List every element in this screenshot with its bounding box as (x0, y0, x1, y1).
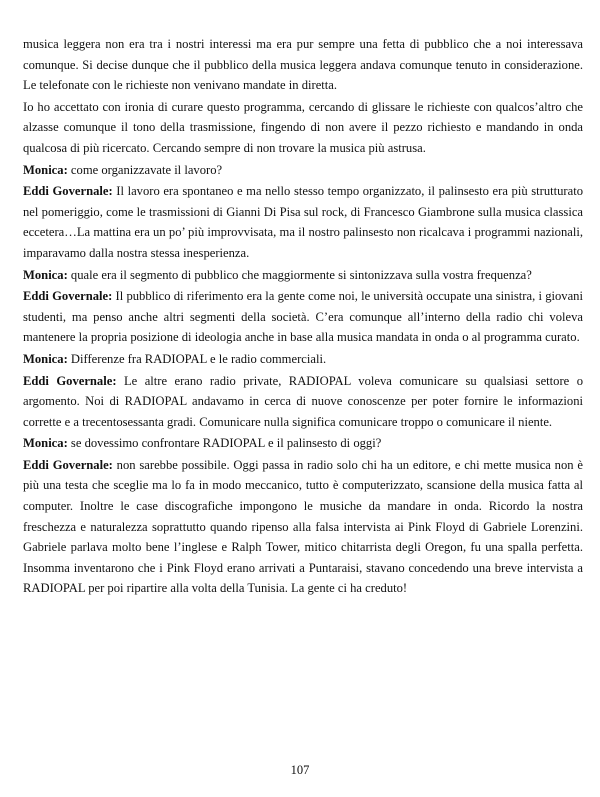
paragraph-text: musica leggera non era tra i nostri interessi ma era pur sempre una fetta di pubblico che a noi interessava comunque. Si decise dunque che il pubblico della musica leggera andava comunque tenuto in considerazione. Le telefonate con le richieste non venivano mandate in diretta. (23, 37, 583, 93)
paragraph-text: come organizzavate il lavoro? (67, 162, 223, 177)
paragraph-text: Il lavoro era spontaneo e ma nello stesso tempo organizzato, il palinsesto era più strutturato nel pomeriggio, come le trasmissioni di Gianni Di Pisa sul rock, di Francesco Giambrone sulla musica classica eccetera…La mattina era un po’ più improvvisata, ma il nostro palinsesto non ricalcava i programmi nazionali, imparavamo dalla nostra stessa inesperienza. (23, 184, 583, 260)
paragraph-text: Le altre erano radio private, RADIOPAL voleva comunicare su qualsiasi settore o argomento. Noi di RADIOPAL andavamo in cerca di nuove conoscenze per poter fornire le informazioni corrette e a trecentosessanta gradi. Comunicare nulla significa comunicare troppo o comunicare il niente. (23, 373, 583, 429)
paragraph-text: se dovessimo confrontare RADIOPAL e il palinsesto di oggi? (67, 436, 382, 451)
paragraph-text: Differenze fra RADIOPAL e le radio commerciali. (67, 351, 327, 366)
paragraph-1 (23, 34, 583, 96)
question-confronto (23, 433, 583, 454)
question-pubblico (23, 265, 583, 286)
speaker-label: Eddi Governale: (23, 457, 113, 472)
speaker-label: Eddi Governale: (23, 184, 113, 199)
question-organizzazione (23, 160, 583, 181)
speaker-label: Monica: (23, 267, 68, 282)
paragraph-text: Io ho accettato con ironia di curare questo programma, cercando di glissare le richieste con qualcos’altro che alzasse comunque il tono della trasmissione, fingendo di non avere il pezzo richiesto e mandando in onda qualcosa di più ricercato. Cercando sempre di non trovare la musica più astrusa. (23, 99, 583, 155)
document-body (23, 34, 583, 600)
answer-differenze (23, 371, 583, 433)
speaker-label: Monica: (23, 162, 68, 177)
question-differenze (23, 349, 583, 370)
speaker-label: Monica: (23, 436, 68, 451)
paragraph-text: Il pubblico di riferimento era la gente come noi, le università occupate una sinistra, i giovani studenti, ma penso anche altri segmenti della società. C’era comunque all’interno della radio chi voleva mantenere la propria posizione di ideologia anche in base alla musica mandata in onda o al programma curato. (23, 289, 583, 345)
paragraph-text: quale era il segmento di pubblico che maggiormente si sintonizzava sulla vostra frequenza? (67, 267, 532, 282)
speaker-label: Eddi Governale: (23, 289, 113, 304)
speaker-label: Monica: (23, 351, 68, 366)
page-number: 107 (290, 763, 310, 777)
speaker-label: Eddi Governale: (23, 373, 117, 388)
answer-organizzazione (23, 181, 583, 263)
paragraph-2 (23, 97, 583, 159)
paragraph-text: non sarebbe possibile. Oggi passa in radio solo chi ha un editore, e chi mette musica non è più una testa che sceglie ma lo fa in modo meccanico, tutto è computerizzato, scansione della musica fatta al computer. Inoltre le case discografiche impongono le musiche da mandare in onda. Ricordo la nostra freschezza e naturalezza soprattutto quando ripenso alla falsa intervista ai Pink Floyd di Gabriele Lorenzini. Gabriele parlava molto bene l’inglese e Ralph Tower, mitico chitarrista degli Oregon, fu una spalla perfetta. Insomma inventarono che i Pink Floyd erano arrivati a Puntaraisi, stavano concedendo una breve intervista a RADIOPAL per poi ripartire alla volta della Tunisia. La gente ci ha creduto! (23, 457, 583, 596)
answer-pubblico (23, 286, 583, 348)
answer-confronto (23, 455, 583, 599)
